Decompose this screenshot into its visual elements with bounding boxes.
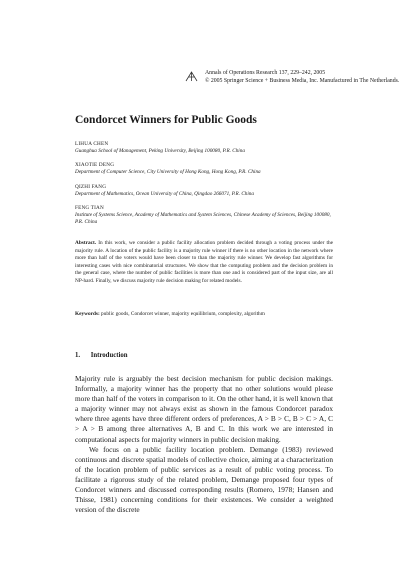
author-name: LIHUA CHEN	[75, 141, 109, 147]
author-affiliation: Department of Computer Science, City University of Hong Kong, Hong Kong, P.R. China	[75, 169, 261, 176]
section-title: Introduction	[90, 352, 128, 359]
author-affiliation: Department of Mathematics, Ocean University of China, Qingdao 266071, P.R. China	[75, 191, 254, 198]
author-name: FENG TIAN	[75, 205, 104, 211]
author-block	[75, 205, 335, 227]
author-block	[75, 184, 335, 198]
author-affiliation: Guanghua School of Management, Peking University, Beijing 100080, P.R. China	[75, 148, 245, 155]
body-text	[75, 374, 333, 515]
paragraph: Majority rule is arguably the best decision mechanism for public decision makings. Informally, a majority winner has the property that no other solutions would please more than half of the voters in comparison to it. On the other hand, it is well known that a majority winner may not always exist as shown in the famous Condorcet paradox where three agents have three different orders of preferences, A > B > C, B > C > A, C > A > B among three alternatives A, B and C. In this work we are interested in computational aspects for majority winners in public decision making.	[75, 374, 333, 444]
paper-title: Condorcet Winners for Public Goods	[75, 114, 257, 126]
abstract-label: Abstract.	[75, 240, 97, 246]
author-name: XIAOTIE DENG	[75, 162, 115, 168]
publisher-logo-icon	[185, 71, 198, 82]
abstract	[75, 240, 333, 286]
journal-citation: Annals of Operations Research 137, 229–242, 2005	[205, 70, 326, 76]
keywords	[75, 311, 333, 319]
paragraph: We focus on a public facility location problem. Demange (1983) reviewed continuous and discrete spatial models of collective choice, aiming at a characterization of the location problem of public services as a result of public voting process. To facilitate a rigorous study of the related problem, Demange proposed four types of Condorcet winners and discussed corresponding results (Romero, 1978; Hansen and Thisse, 1981) concerning conditions for their existences. We consider a weighted version of the discrete	[75, 444, 333, 515]
section-number: 1.	[75, 352, 81, 359]
author-block	[75, 162, 335, 176]
keywords-label: Keywords:	[75, 311, 100, 317]
journal-header	[205, 69, 400, 85]
author-name: QIZHI FANG	[75, 184, 107, 190]
copyright-line	[205, 77, 400, 85]
author-block	[75, 141, 335, 155]
abstract-text: In this work, we consider a public facility allocation problem decided through a voting process under the majority rule. A location of the public facility is a majority rule winner if there is no other location in the network where more than half of the voters would have been closer to than the majority rule winner. We develop fast algorithms for interesting cases with nice combinatorial structures. We show that the computing problem and the decision problem in the general case, where the number of public facilities is more than one and is considered part of the input size, are all NP-hard. Finally, we discuss majority rule decision making for related models.	[75, 240, 334, 284]
keywords-text: public goods, Condorcet winner, majority equilibrium, complexity, algorithm	[101, 311, 265, 317]
author-affiliation: Institute of Systems Science, Academy of Mathematics and System Sciences, Chinese Academy of Sciences, Beijing 100080, P.R. China	[75, 212, 331, 226]
copyright-text: © 2005 Springer Science + Business Media, Inc. Manufactured in The Netherlands.	[205, 78, 400, 84]
section-heading	[75, 352, 128, 359]
